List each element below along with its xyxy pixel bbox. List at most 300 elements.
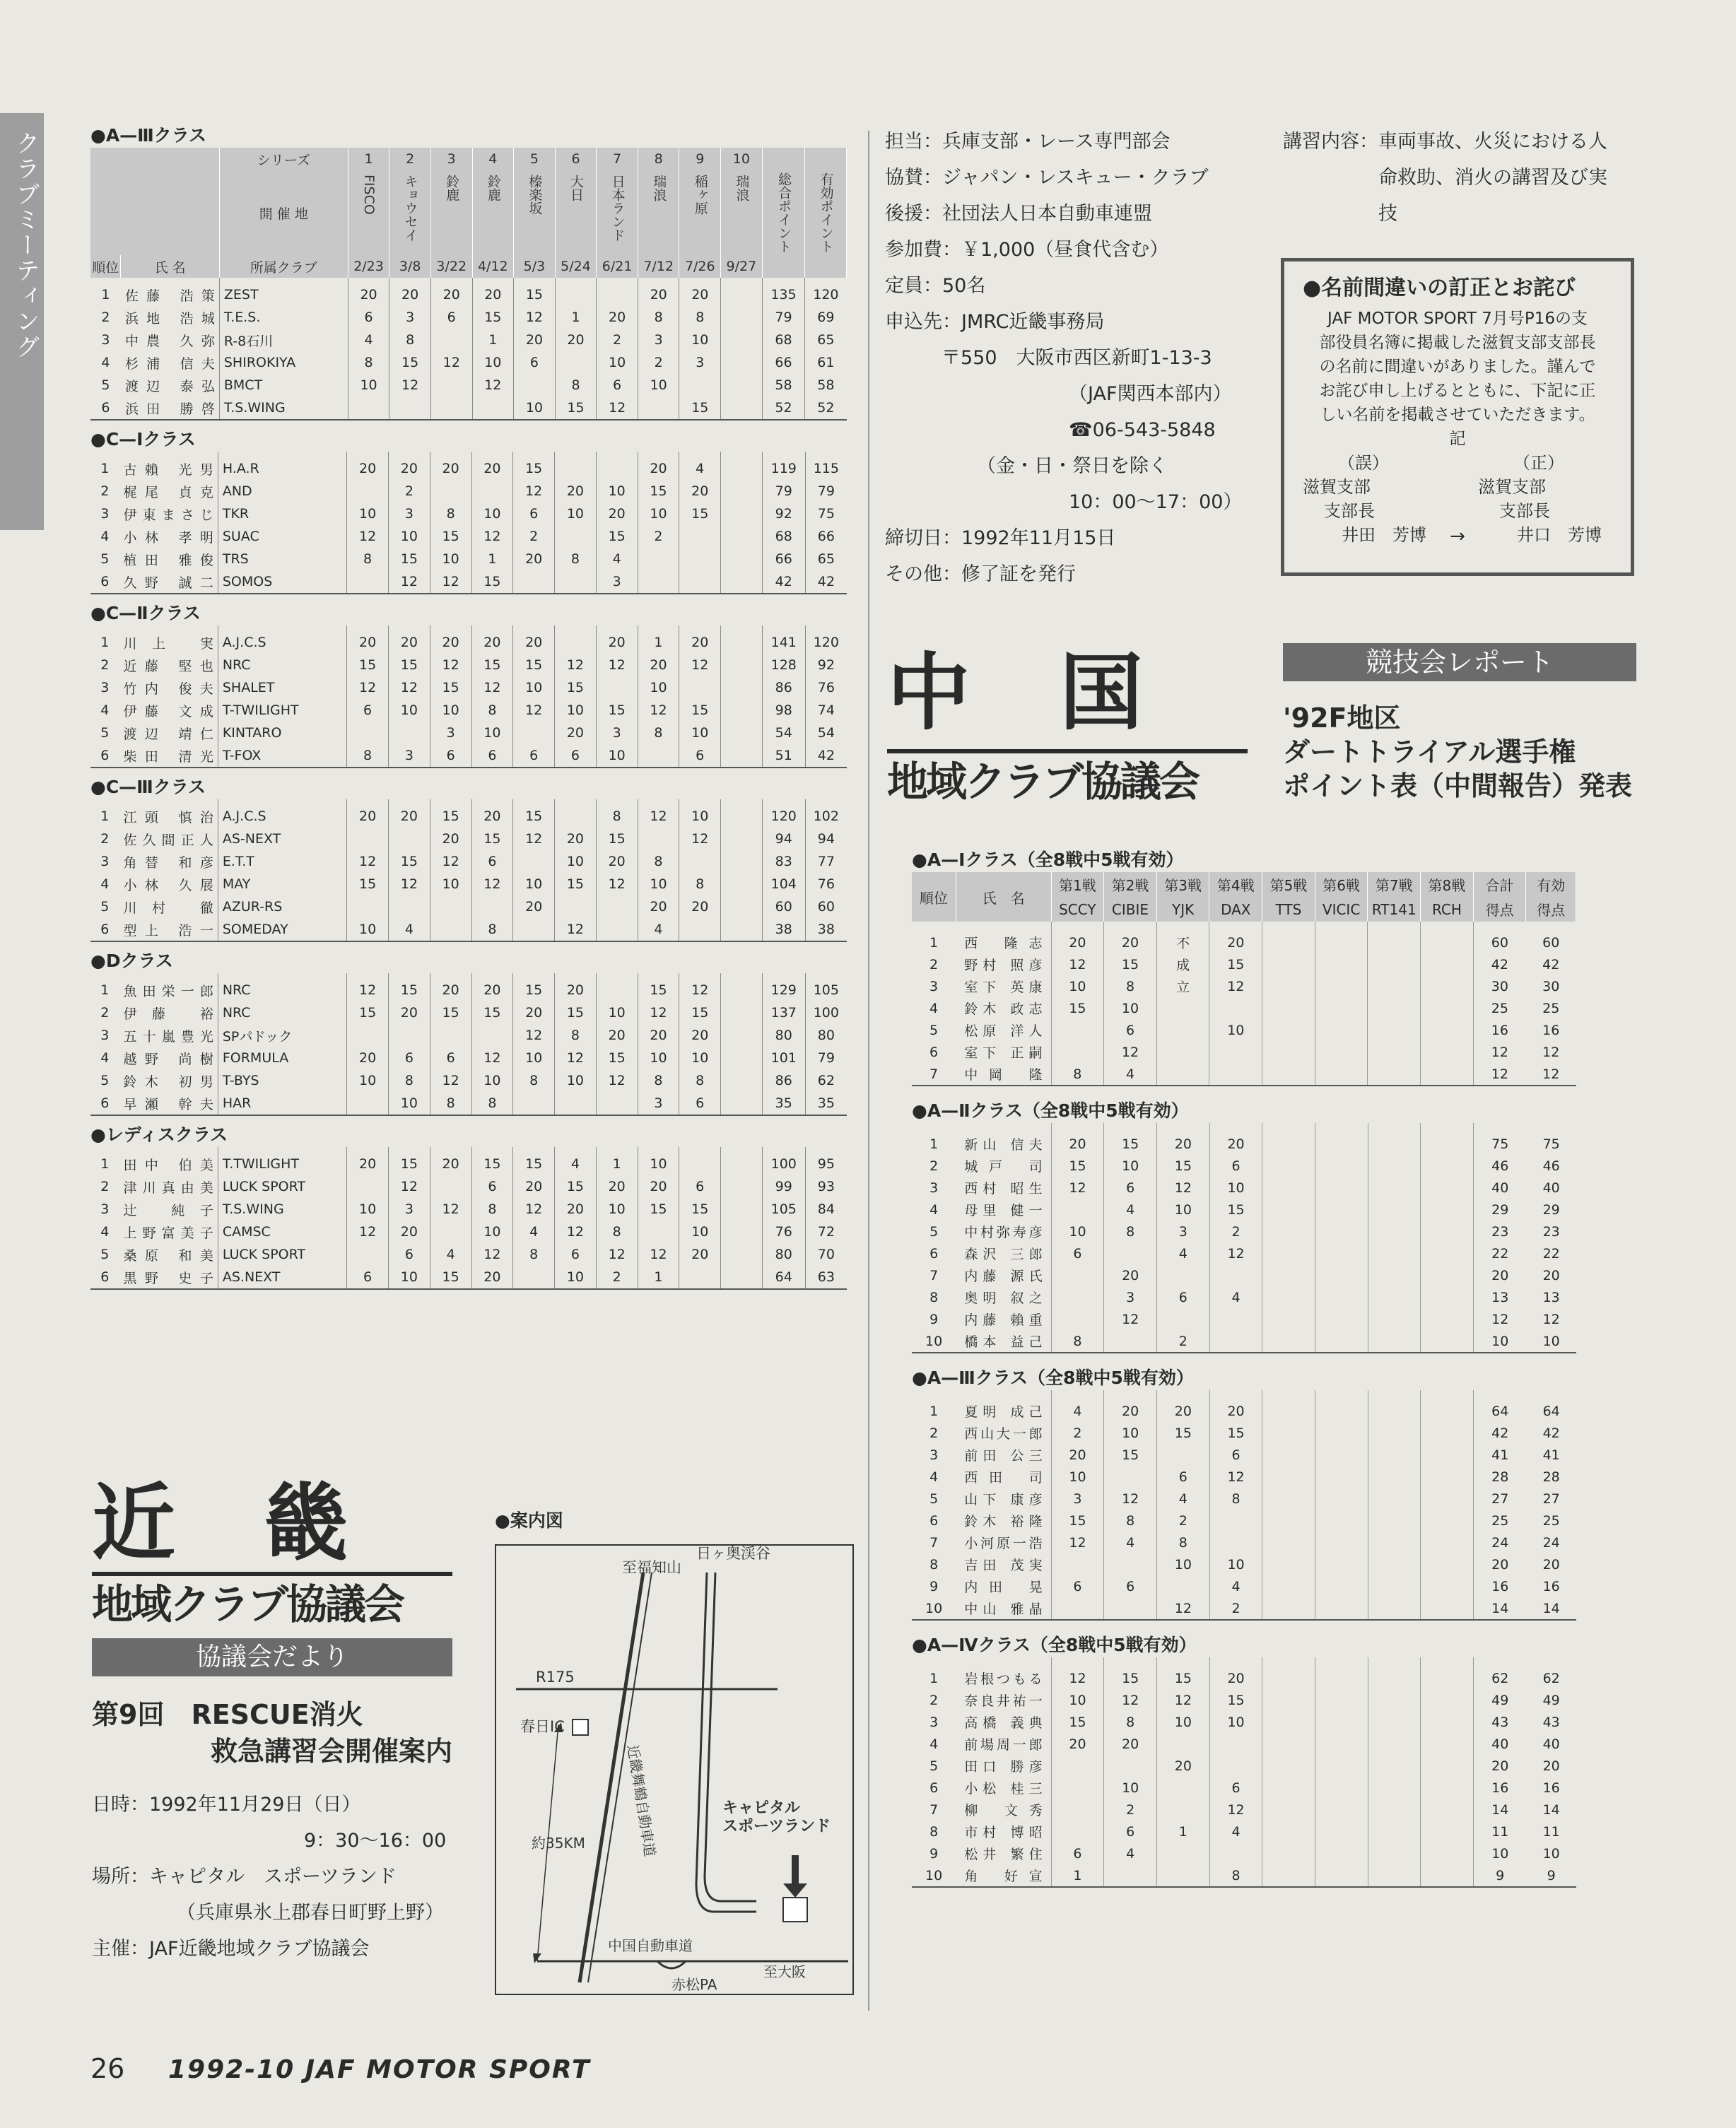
table-row <box>90 329 847 351</box>
rank: 3 <box>929 978 939 994</box>
total-points: 60 <box>762 895 805 918</box>
round-points: 8 <box>679 306 721 329</box>
round-points: 20 <box>1104 922 1157 953</box>
correction-line: の名前に間違いがありました。謹んで <box>1319 358 1596 376</box>
round-points: 6 <box>1104 1575 1157 1597</box>
round-points: 10 <box>513 873 555 895</box>
valid-points: 58 <box>805 374 847 396</box>
total-points: 64 <box>1474 1390 1527 1422</box>
valid-points: 46 <box>1542 1158 1560 1174</box>
valid-points: 70 <box>805 1243 847 1266</box>
round-points: 1 <box>472 329 514 351</box>
driver-name: 古賴 光男 <box>123 462 213 478</box>
right-line: 井口 芳博 <box>1516 525 1602 545</box>
round-points: 12 <box>1157 1177 1210 1199</box>
round-points <box>430 1221 471 1243</box>
round-points <box>1421 1711 1474 1733</box>
round-points: 8 <box>513 1069 555 1092</box>
round-points: 12 <box>1104 1308 1157 1330</box>
driver-name: 鈴木 初男 <box>123 1074 213 1090</box>
round-points: 20 <box>555 1198 597 1221</box>
round-points <box>1262 1864 1315 1887</box>
round-points: 15 <box>1157 1422 1210 1444</box>
venue-name: 大日 <box>568 175 584 201</box>
driver-name: 小河原一浩 <box>964 1536 1043 1551</box>
round-number: 5 <box>514 148 556 170</box>
round-points <box>721 502 763 525</box>
table-row <box>90 1069 847 1092</box>
round-points: 12 <box>679 654 721 676</box>
round-points <box>721 278 763 306</box>
round-points: 15 <box>388 654 430 676</box>
table-row <box>90 1092 847 1115</box>
map-label-osaka: 至大阪 <box>763 1963 806 1980</box>
headline-line: ポイント表（中間報告）発表 <box>1283 770 1633 801</box>
table-row <box>90 699 847 722</box>
driver-name: 早瀬 幹夫 <box>123 1096 213 1112</box>
round-points: 4 <box>1051 1390 1104 1422</box>
round-points: 20 <box>1157 1390 1210 1422</box>
round-points: 15 <box>638 480 679 502</box>
name-label: 氏 名 <box>121 255 219 278</box>
driver-name: 渡辺 泰弘 <box>124 378 215 394</box>
round-points: 10 <box>1209 1553 1262 1575</box>
round-points: 12 <box>555 1221 597 1243</box>
driver-name: 田中 伯美 <box>123 1157 213 1173</box>
round-points: 8 <box>1104 1510 1157 1532</box>
total-points: 86 <box>762 1069 805 1092</box>
ranking-table <box>912 1390 1576 1621</box>
round-points <box>347 1243 389 1266</box>
round-points: 15 <box>555 1001 597 1024</box>
valid-points: 12 <box>1542 1311 1560 1327</box>
total-points: 14 <box>1474 1799 1527 1821</box>
round-points: 10 <box>1104 1155 1157 1177</box>
total-points: 80 <box>762 1243 805 1266</box>
round-points <box>721 1175 763 1198</box>
table-row <box>90 1001 847 1024</box>
round-points <box>1051 1199 1104 1221</box>
rank: 6 <box>100 922 110 937</box>
round-points <box>430 374 472 396</box>
round-points: 15 <box>388 1147 430 1175</box>
round-points: 8 <box>555 1024 597 1047</box>
ranking-table <box>90 973 847 1116</box>
driver-name: 川村 徹 <box>123 900 213 916</box>
round-points: 8 <box>430 1092 471 1115</box>
round-points: 4 <box>1104 1842 1157 1864</box>
round-points <box>679 1147 721 1175</box>
round-points: 6 <box>1051 1242 1104 1264</box>
club-name: NRC <box>218 654 346 676</box>
round-label: 第4戦 <box>1209 872 1262 897</box>
class-title: ●レディスクラス <box>90 1124 228 1145</box>
total-points: 43 <box>1474 1711 1527 1733</box>
round-points: 10 <box>1157 1553 1210 1575</box>
round-points: 3 <box>679 351 721 374</box>
round-points: 6 <box>347 1266 389 1289</box>
round-points <box>513 1266 555 1289</box>
round-points <box>721 850 763 873</box>
driver-name: 中岡 隆 <box>964 1067 1043 1083</box>
club-name: BMCT <box>219 374 348 396</box>
rank: 3 <box>101 332 110 348</box>
valid-points: 30 <box>1542 978 1560 994</box>
round-points: 8 <box>347 548 389 570</box>
round-points <box>638 744 679 768</box>
round-points <box>721 1092 763 1115</box>
round-points <box>1421 1242 1474 1264</box>
valid-points: 64 <box>1542 1403 1560 1419</box>
round-points: 6 <box>471 850 513 873</box>
round-points <box>1262 1041 1315 1063</box>
table-row <box>90 1221 847 1243</box>
round-points: 4 <box>1157 1242 1210 1264</box>
arrow: → <box>1450 526 1465 547</box>
round-points <box>1315 1041 1368 1063</box>
round-points: 10 <box>597 351 638 374</box>
magazine-name: 1992-10 JAF MOTOR SPORT <box>168 2055 591 2084</box>
round-points <box>1421 1510 1474 1532</box>
round-points: 20 <box>1051 922 1104 953</box>
round-points: 20 <box>596 502 638 525</box>
round-points <box>472 396 514 420</box>
valid-label-2: 得点 <box>1526 897 1576 922</box>
driver-name: 鈴木 裕隆 <box>964 1514 1043 1529</box>
round-points <box>1315 1390 1368 1422</box>
valid-points: 60 <box>1542 934 1560 951</box>
round-points <box>1368 1286 1421 1308</box>
table-row <box>912 1488 1576 1510</box>
round-points <box>1262 1689 1315 1711</box>
total-points: 14 <box>1474 1597 1527 1620</box>
round-points <box>1421 975 1474 997</box>
total-points: 62 <box>1474 1657 1527 1689</box>
wrong-line: 滋賀支部 <box>1303 477 1371 497</box>
round-points <box>1368 1308 1421 1330</box>
rank: 4 <box>100 1224 110 1240</box>
total-points: 41 <box>1474 1444 1527 1466</box>
round-points <box>513 918 555 941</box>
ranking-table <box>90 799 847 942</box>
round-points: 20 <box>596 1175 638 1198</box>
total-points: 10 <box>1474 1330 1527 1353</box>
round-points <box>1421 1657 1474 1689</box>
rank: 2 <box>929 1692 939 1708</box>
round-points: 20 <box>597 306 638 329</box>
round-points: 20 <box>348 278 389 306</box>
round-points: 8 <box>1209 1488 1262 1510</box>
round-points <box>1368 1390 1421 1422</box>
map-label-pa: 赤松PA <box>671 1976 717 1993</box>
total-points: 30 <box>1473 975 1526 997</box>
driver-name: 角 好宣 <box>964 1869 1043 1884</box>
round-points: 8 <box>638 722 679 744</box>
right-name <box>1478 475 1612 547</box>
round-points: 15 <box>679 1001 721 1024</box>
map-label-kasuga: 春日IC <box>520 1718 565 1735</box>
round-points <box>1051 1553 1104 1575</box>
valid-points: 79 <box>805 480 847 502</box>
club-name: T.S.WING <box>219 396 348 420</box>
round-points: 12 <box>471 525 513 548</box>
class-title: ●A—Ⅳクラス（全8戦中5戦有効） <box>912 1635 1197 1655</box>
round-points: 2 <box>513 525 555 548</box>
round-points: 12 <box>471 676 513 699</box>
round-points: 10 <box>348 374 389 396</box>
total-points: 12 <box>1474 1308 1527 1330</box>
round-points <box>1104 1466 1157 1488</box>
round-points: 6 <box>555 744 597 768</box>
round-points <box>1262 1575 1315 1597</box>
round-date: 5/3 <box>514 255 556 278</box>
valid-points: 40 <box>1542 1736 1560 1752</box>
round-points: 6 <box>1104 1177 1157 1199</box>
round-points: 20 <box>1104 1390 1157 1422</box>
round-points <box>1262 1063 1315 1086</box>
driver-name: 森沢 三郎 <box>964 1247 1043 1262</box>
total-points: 120 <box>762 799 805 828</box>
guide-map <box>495 1544 855 1997</box>
round-points: 10 <box>638 1047 679 1069</box>
round-points: 10 <box>638 502 679 525</box>
table-row <box>90 1243 847 1266</box>
venue-name: 鈴鹿 <box>485 175 501 201</box>
valid-points: 13 <box>1542 1289 1560 1305</box>
rank: 4 <box>100 529 110 544</box>
total-points: 16 <box>1474 1575 1527 1597</box>
round-points: 20 <box>679 480 721 502</box>
valid-points: 76 <box>805 676 847 699</box>
round-points: 4 <box>388 918 430 941</box>
detail-line: 〒550 大阪市西区新町1-13-3 <box>942 347 1212 369</box>
club-name: AS-NEXT <box>218 828 346 850</box>
round-points <box>1262 1286 1315 1308</box>
valid-points: 62 <box>1542 1670 1560 1686</box>
total-points: 22 <box>1474 1242 1527 1264</box>
total-points: 29 <box>1474 1199 1527 1221</box>
round-points <box>1262 1657 1315 1689</box>
round-points: 6 <box>555 1243 597 1266</box>
round-points: 1 <box>638 1266 679 1289</box>
round-points: 不 <box>1156 922 1209 953</box>
round-points: 12 <box>1157 1689 1210 1711</box>
round-points: 20 <box>555 722 597 744</box>
round-points: 12 <box>638 1243 679 1266</box>
round-points <box>513 850 555 873</box>
round-points <box>1262 922 1315 953</box>
round-points: 4 <box>513 1221 555 1243</box>
round-points: 6 <box>1157 1286 1210 1308</box>
round-points: 15 <box>430 676 471 699</box>
round-points <box>1262 1199 1315 1221</box>
class-title: ●A—Ⅲクラス <box>90 125 207 146</box>
round-points <box>721 329 763 351</box>
round-points: 15 <box>1209 1422 1262 1444</box>
correction-ki: 記 <box>1449 430 1466 448</box>
round-points <box>721 918 763 941</box>
round-points: 12 <box>555 654 597 676</box>
table-row <box>912 1711 1576 1733</box>
rank: 9 <box>929 1311 939 1327</box>
round-points: 20 <box>471 973 513 1001</box>
round-points: 15 <box>388 548 430 570</box>
rank: 1 <box>929 1403 939 1419</box>
rank: 5 <box>929 1223 939 1240</box>
round-points: 15 <box>388 973 430 1001</box>
total-points: 9 <box>1474 1864 1527 1887</box>
rank: 6 <box>929 1245 939 1262</box>
round-points <box>1051 1755 1104 1777</box>
driver-name: 吉田 茂実 <box>964 1558 1043 1573</box>
club-name: LUCK SPORT <box>218 1175 346 1198</box>
valid-points: 35 <box>805 1092 847 1115</box>
rank: 5 <box>100 725 110 741</box>
round-points: 10 <box>638 1147 679 1175</box>
round-points: 2 <box>638 525 679 548</box>
total-points: 66 <box>762 351 805 374</box>
round-points <box>1315 1221 1368 1242</box>
round-points: 1 <box>555 306 597 329</box>
driver-name: 鈴木 政志 <box>964 1001 1043 1017</box>
round-points: 3 <box>430 722 471 744</box>
valid-points: 95 <box>805 1147 847 1175</box>
round-points: 4 <box>1104 1063 1157 1086</box>
round-points <box>347 722 389 744</box>
round-points <box>721 548 763 570</box>
rank: 3 <box>100 506 110 522</box>
club-name: SHIROKIYA <box>219 351 348 374</box>
correction-line: お詫び申し上げるとともに、下記に正 <box>1319 382 1596 400</box>
rank: 8 <box>929 1289 939 1305</box>
total-points: 54 <box>762 722 805 744</box>
round-points: 20 <box>388 1221 430 1243</box>
table-row <box>912 1532 1576 1553</box>
round-points <box>1368 997 1421 1019</box>
right-line: 滋賀支部 <box>1477 477 1546 497</box>
round-points: 6 <box>597 374 638 396</box>
rank: 2 <box>101 310 110 325</box>
total-points: 20 <box>1474 1264 1527 1286</box>
total-points: 24 <box>1474 1532 1527 1553</box>
round-points <box>1156 1063 1209 1086</box>
round-points: 3 <box>1157 1221 1210 1242</box>
club-name: CAMSC <box>218 1221 346 1243</box>
round-label: 第1戦 <box>1051 872 1104 897</box>
round-points: 10 <box>1051 975 1104 997</box>
round-points <box>1368 1657 1421 1689</box>
round-points <box>1315 1286 1368 1308</box>
rank: 9 <box>929 1578 939 1594</box>
valid-points-label: 有効ポイント <box>818 172 834 253</box>
round-points: 6 <box>471 1175 513 1198</box>
round-points <box>1315 1510 1368 1532</box>
round-points: 15 <box>513 973 555 1001</box>
chugoku-header <box>887 636 1248 810</box>
round-points <box>1368 1821 1421 1842</box>
rank: 4 <box>929 1201 939 1218</box>
round-points: 8 <box>471 1092 513 1115</box>
round-points <box>1368 953 1421 975</box>
round-points: 8 <box>1157 1532 1210 1553</box>
round-points <box>430 895 471 918</box>
round-points: 10 <box>596 1001 638 1024</box>
round-points <box>721 1198 763 1221</box>
map-label-expressway: 近畿舞鶴自動車道 <box>624 1744 659 1858</box>
club-name: MAY <box>218 873 346 895</box>
total-points: 51 <box>762 744 805 768</box>
club-name: AS.NEXT <box>218 1266 346 1289</box>
rank: 2 <box>100 1179 110 1194</box>
round-number: 10 <box>721 148 763 170</box>
round-points: 10 <box>1209 1019 1262 1041</box>
total-points: 27 <box>1474 1488 1527 1510</box>
round-points <box>1315 1123 1368 1155</box>
total-points: 105 <box>762 1198 805 1221</box>
round-points: 10 <box>430 548 471 570</box>
round-points: 20 <box>513 895 555 918</box>
rank-label: 順位 <box>90 255 121 278</box>
round-points: 12 <box>596 873 638 895</box>
round-points <box>638 396 679 420</box>
round-date: 6/21 <box>597 255 638 278</box>
round-points <box>1315 922 1368 953</box>
valid-points: 38 <box>805 918 847 941</box>
table-row <box>912 1510 1576 1532</box>
round-points: 10 <box>430 873 471 895</box>
table-row <box>912 1199 1576 1221</box>
round-points <box>1051 1777 1104 1799</box>
total-label-2: 得点 <box>1473 897 1526 922</box>
round-points: 12 <box>679 828 721 850</box>
round-points: 8 <box>638 306 679 329</box>
round-points: 12 <box>347 525 389 548</box>
total-points: 80 <box>762 1024 805 1047</box>
round-points <box>1421 1864 1474 1887</box>
total-points: 25 <box>1473 997 1526 1019</box>
round-points <box>1315 1733 1368 1755</box>
round-points <box>555 799 597 828</box>
round-points <box>1315 1242 1368 1264</box>
driver-name: 城戸 司 <box>964 1159 1043 1175</box>
round-points: 12 <box>1209 1466 1262 1488</box>
round-points <box>1156 1019 1209 1041</box>
round-points <box>1157 1308 1210 1330</box>
table-row <box>90 918 847 941</box>
valid-points: 25 <box>1542 1000 1560 1016</box>
round-points: 10 <box>638 873 679 895</box>
valid-points: 29 <box>1542 1201 1560 1218</box>
round-points <box>721 973 763 1001</box>
round-points <box>430 480 471 502</box>
round-points <box>1104 1553 1157 1575</box>
round-points: 10 <box>1051 1221 1104 1242</box>
round-points <box>721 1047 763 1069</box>
round-points: 3 <box>596 570 638 594</box>
round-points <box>1421 1390 1474 1422</box>
round-points: 12 <box>513 1198 555 1221</box>
valid-points: 40 <box>1542 1180 1560 1196</box>
round-points <box>1262 1330 1315 1353</box>
round-points: 4 <box>555 1147 597 1175</box>
round-points: 20 <box>347 799 389 828</box>
round-points <box>1421 922 1474 953</box>
driver-name: 中農 久弥 <box>124 333 215 349</box>
right-label: （正） <box>1513 453 1564 473</box>
total-points: 10 <box>1474 1842 1527 1864</box>
round-points: 12 <box>638 799 679 828</box>
rank: 3 <box>100 1028 110 1043</box>
